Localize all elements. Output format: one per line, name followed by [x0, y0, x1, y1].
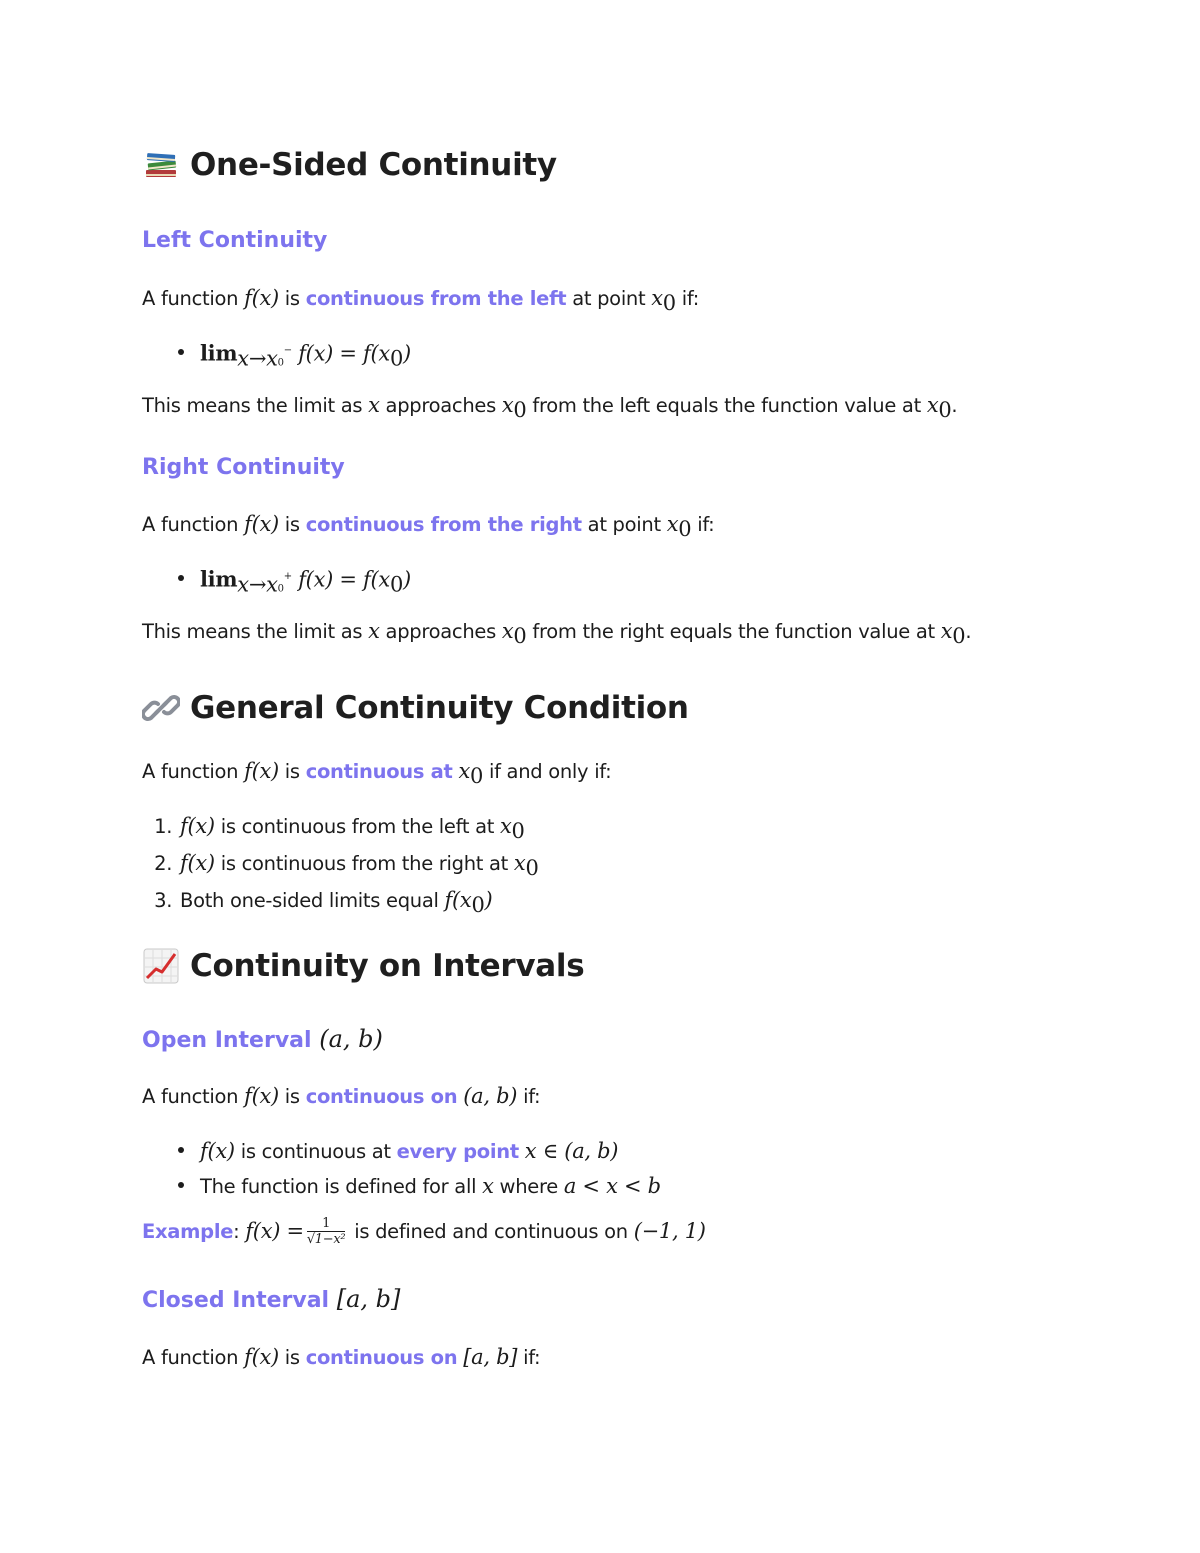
- heading-text: One-Sided Continuity: [190, 147, 557, 183]
- example-label: Example: [142, 1220, 234, 1243]
- list-item: $\lim_{x\to x0}^+ f(x) = f(x_0)$: [200, 562, 411, 604]
- section-heading: [142, 140, 557, 190]
- open-intro: A function f(x) is continuous on (a, b) if:: [142, 1084, 541, 1108]
- highlight-term: continuous on: [305, 1346, 458, 1369]
- left-continuity: [142, 226, 327, 256]
- right-intro: A function f(x) is continuous from the right at point $x_0$ if:: [142, 512, 715, 541]
- link-icon: [142, 689, 180, 727]
- subsection-title: Left Continuity: [142, 228, 328, 253]
- chart-increasing-icon: [142, 947, 180, 985]
- heading-text: General Continuity Condition: [190, 690, 689, 726]
- highlight-term: every point: [396, 1140, 519, 1163]
- list-item: f(x) is continuous at every point x ∈ (a, b): [200, 1134, 661, 1169]
- left-intro: A function f(x) is continuous from the left at point $x_0$ if:: [142, 286, 699, 315]
- subsection-title: Open Interval (a, b): [142, 1025, 383, 1053]
- fraction: $\frac{1}{\text{√1−x²}}$: [306, 1216, 346, 1247]
- left-formula-list: [142, 336, 411, 378]
- condition-list: [142, 810, 539, 921]
- general-intro: A function f(x) is continuous at $x_0$ if and only if:: [142, 759, 612, 788]
- right-explanation: This means the limit as x approaches $x_0$ from the right equals the function value at $x_0$.: [142, 619, 972, 648]
- subsection-title: Right Continuity: [142, 455, 345, 480]
- closed-interval: [142, 1284, 400, 1316]
- closed-intro: A function f(x) is continuous on [a, b] if:: [142, 1345, 541, 1369]
- highlight-term: continuous on: [305, 1085, 458, 1108]
- list-item: 1. f(x) is continuous from the left at $x_0$: [178, 810, 539, 847]
- books-icon: [142, 146, 180, 184]
- right-formula-list: [142, 562, 411, 604]
- list-item: $\lim_{x\to x0}^- f(x) = f(x_0)$: [200, 336, 411, 378]
- highlight-term: continuous at: [305, 760, 453, 783]
- section-general-continuity: [142, 683, 689, 733]
- section-heading: [142, 941, 584, 991]
- right-continuity: [142, 453, 345, 483]
- highlight-term: continuous from the left: [305, 287, 567, 310]
- heading-text: Continuity on Intervals: [190, 948, 585, 984]
- open-example: Example: f(x) = $\frac{1}{\text{√1−x²}}$ is defined and continuous on (−1, 1): [142, 1216, 706, 1247]
- list-item: 2. f(x) is continuous from the right at $x_0$: [178, 847, 539, 884]
- section-heading: [142, 683, 689, 733]
- highlight-term: continuous from the right: [305, 513, 582, 536]
- list-item: The function is defined for all x where a < x < b: [200, 1169, 661, 1204]
- subsection-title: Closed Interval [a, b]: [142, 1285, 401, 1313]
- open-conditions: [142, 1134, 661, 1204]
- list-item: 3. Both one-sided limits equal $f(x_0)$: [178, 884, 539, 921]
- section-one-sided-continuity: [142, 140, 557, 190]
- left-explanation: This means the limit as x approaches $x_0$ from the left equals the function value at $x_0$.: [142, 393, 958, 422]
- section-continuity-on-intervals: [142, 941, 584, 991]
- open-interval: [142, 1024, 383, 1056]
